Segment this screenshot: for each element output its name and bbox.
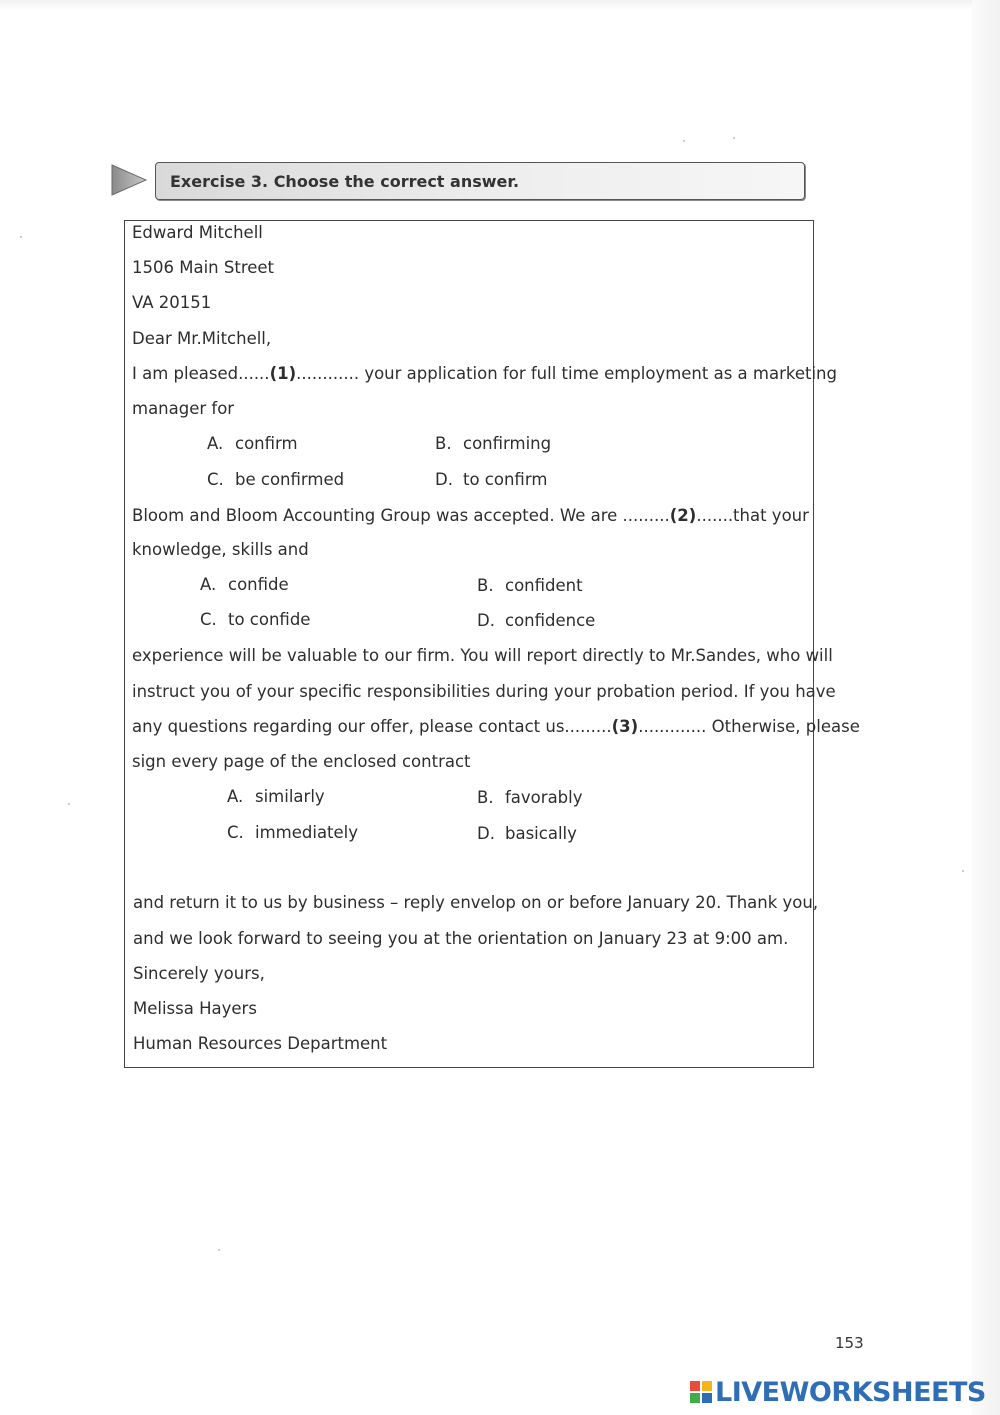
paragraph-1-line-2: manager for — [132, 399, 235, 418]
text-fragment: ............ your application for full time employment as a marketing — [296, 364, 837, 383]
option-letter: D. — [477, 611, 495, 630]
page-edge-right — [972, 0, 1000, 1415]
paragraph-4-line-2: and we look forward to seeing you at the orientation on January 23 at 9:00 am. — [133, 929, 789, 948]
option-letter: B. — [477, 788, 494, 807]
letter-box — [124, 220, 860, 1068]
q2-option-d[interactable] — [477, 611, 595, 630]
option-letter: C. — [207, 470, 224, 489]
scan-speck — [962, 870, 964, 872]
paragraph-3-line-2: instruct you of your specific responsibilities during your probation period. If you have — [132, 682, 836, 701]
exercise-title: Exercise 3. Choose the correct answer. — [170, 172, 520, 191]
q3-option-c[interactable] — [227, 823, 358, 842]
option-text: basically — [505, 824, 577, 843]
paragraph-2-line-1 — [132, 506, 809, 525]
option-text: to confide — [228, 610, 311, 629]
option-text: be confirmed — [235, 470, 345, 489]
option-letter: D. — [435, 470, 453, 489]
option-letter: C. — [227, 823, 244, 842]
text-fragment: .......that your — [696, 506, 809, 525]
q1-option-d[interactable] — [435, 470, 547, 489]
option-text: confirm — [235, 434, 298, 453]
zip-line: VA 20151 — [132, 293, 212, 312]
paragraph-3-line-1: experience will be valuable to our firm. You will report directly to Mr.Sandes, who will — [132, 646, 833, 665]
option-letter: A. — [207, 434, 224, 453]
q2-option-c[interactable] — [200, 610, 310, 629]
blank-number-1: (1) — [269, 364, 297, 383]
scan-speck — [683, 140, 685, 142]
page-edge-top — [0, 0, 1000, 10]
text-fragment: I am pleased...... — [132, 364, 270, 383]
paragraph-3-line-4: sign every page of the enclosed contract — [132, 752, 471, 771]
paragraph-3-line-3 — [132, 717, 860, 736]
option-text: confirming — [463, 434, 552, 453]
exercise-header — [110, 160, 810, 202]
liveworksheets-logo-icon — [690, 1381, 712, 1403]
q1-option-b[interactable] — [435, 434, 551, 453]
paragraph-1-line-1 — [132, 364, 837, 383]
option-text: similarly — [255, 787, 325, 806]
option-letter: A. — [200, 575, 217, 594]
option-letter: C. — [200, 610, 217, 629]
greeting: Dear Mr.Mitchell, — [132, 329, 272, 348]
q3-option-a[interactable] — [227, 787, 325, 806]
blank-number-2: (2) — [669, 506, 697, 525]
q1-option-c[interactable] — [207, 470, 344, 489]
page-number: 153 — [835, 1334, 864, 1352]
option-text: to confirm — [463, 470, 548, 489]
option-text: confidence — [505, 611, 596, 630]
option-letter: B. — [435, 434, 452, 453]
q3-option-d[interactable] — [477, 824, 577, 843]
address-line: 1506 Main Street — [132, 258, 275, 277]
q2-option-b[interactable] — [477, 576, 583, 595]
liveworksheets-logo — [690, 1375, 986, 1409]
q3-option-b[interactable] — [477, 788, 583, 807]
paragraph-2-line-2: knowledge, skills and — [132, 540, 309, 559]
text-fragment: Bloom and Bloom Accounting Group was accepted. We are ......... — [132, 506, 670, 525]
department: Human Resources Department — [133, 1034, 388, 1053]
option-letter: A. — [227, 787, 244, 806]
q1-option-a[interactable] — [207, 434, 298, 453]
play-arrow-icon — [110, 163, 148, 197]
scan-speck — [20, 236, 22, 238]
option-letter: B. — [477, 576, 494, 595]
scan-speck — [68, 803, 70, 805]
option-text: immediately — [255, 823, 359, 842]
closing: Sincerely yours, — [133, 964, 265, 983]
signer-name: Melissa Hayers — [133, 999, 257, 1018]
text-fragment: ............. Otherwise, please — [638, 717, 860, 736]
scan-speck — [733, 137, 735, 139]
q2-option-a[interactable] — [200, 575, 289, 594]
exercise-title-box — [155, 162, 805, 200]
blank-number-3: (3) — [611, 717, 639, 736]
text-fragment: any questions regarding our offer, please contact us......... — [132, 717, 612, 736]
option-text: favorably — [505, 788, 583, 807]
option-text: confident — [505, 576, 583, 595]
liveworksheets-logo-text: LIVEWORKSHEETS — [715, 1376, 986, 1408]
sender-name: Edward Mitchell — [132, 223, 263, 242]
scan-speck — [218, 1249, 220, 1251]
paragraph-4-line-1: and return it to us by business – reply envelop on or before January 20. Thank you, — [133, 893, 819, 912]
option-text: confide — [228, 575, 289, 594]
option-letter: D. — [477, 824, 495, 843]
